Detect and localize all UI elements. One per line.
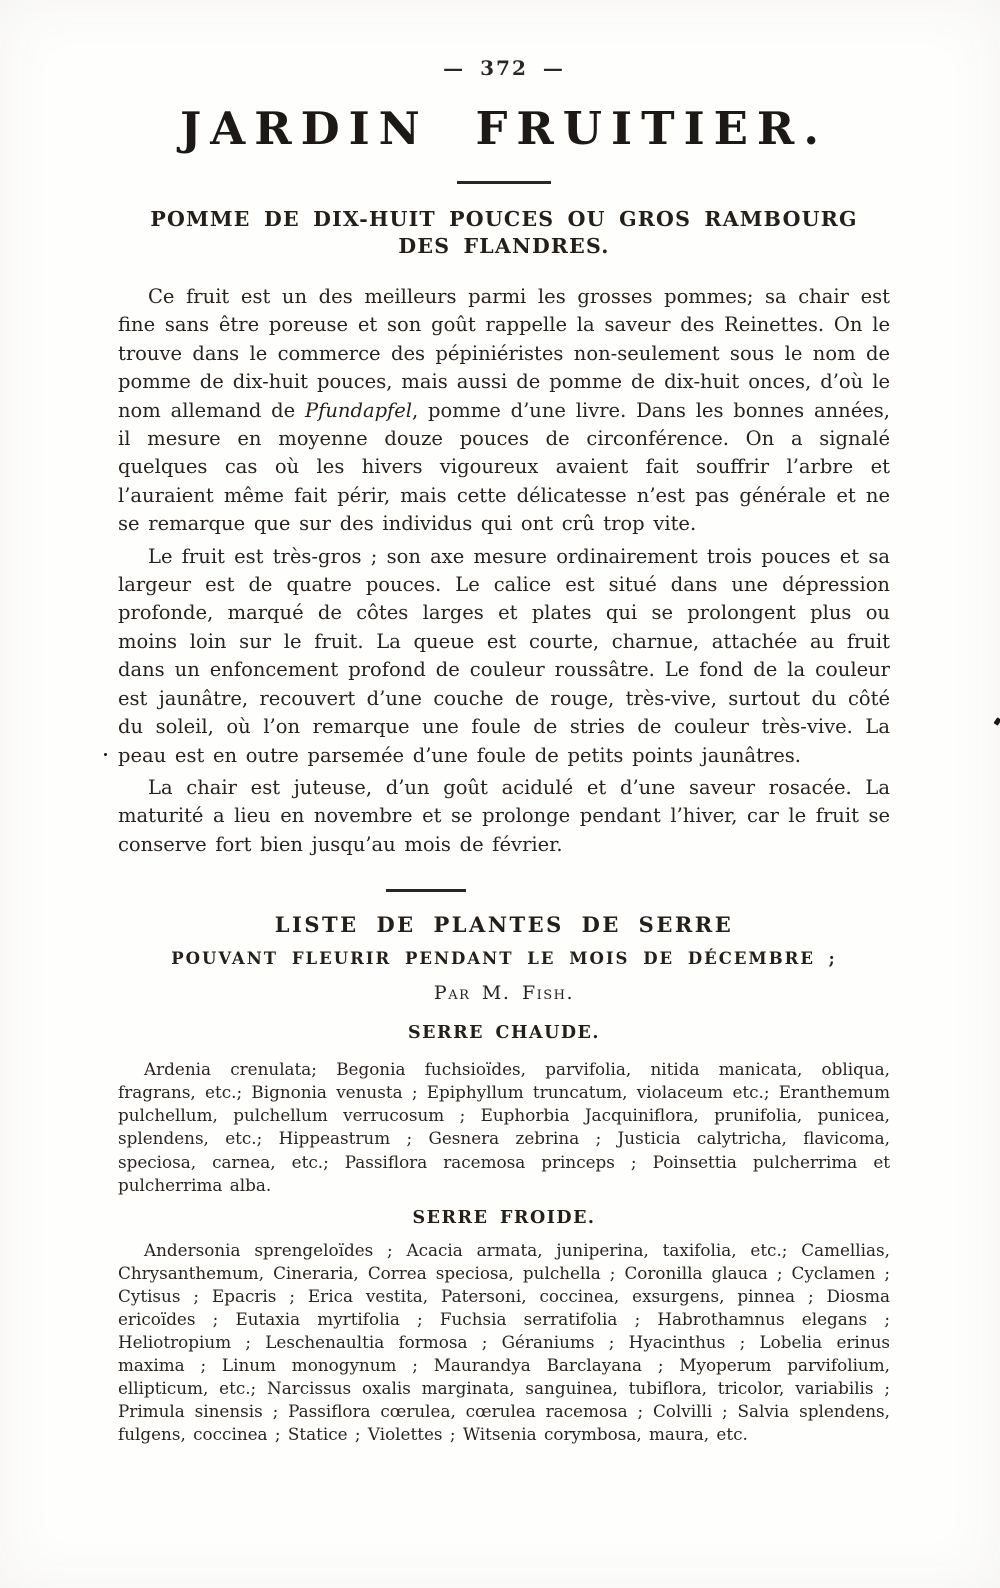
section-divider-rule	[386, 889, 466, 892]
serre-froide-paragraph: Andersonia sprengeloïdes ; Acacia armata, juniperina, taxifolia, etc.; Camellias, Chrysanthemum, Cineraria, Correa speciosa, pulchella ; Coronilla glauca ; Cyclamen ; Cytisus ; Epacris ; Erica vestita, Patersoni, coccinea, exsurgens, pinnea ; Diosma ericoïdes ; Eutaxia myrtifolia ; Fuchsia serratifolia ; Habrothamnus elegans ; Heliotropium ; Leschenaultia formosa ; Géraniums ; Hyacinthus ; Lobelia erinus maxima ; Linum monogynum ; Maurandya Barclayana ; Myoperum parvifolium, ellipticum, etc.; Narcissus oxalis marginata, sanguinea, tubiflora, tricolor, variabilis ; Primula sinensis ; Passiflora cœrulea, cœrulea racemosa ; Colvilli ; Salvia splendens, fulgens, coccinea ; Statice ; Violettes ; Witsenia corymbosa, maura, etc.	[118, 1239, 890, 1445]
serre-chaude-paragraph: Ardenia crenulata; Begonia fuchsioïdes, parvifolia, nitida manicata, obliqua, fragrans, etc.; Bignonia venusta ; Epiphyllum truncatum, violaceum etc.; Eranthemum pulchellum, pulchellum verrucosum ; Euphorbia Jacquiniflora, prunifolia, punicea, splendens, etc.; Hippeastrum ; Gesnera zebrina ; Justicia calytricha, flavicoma, speciosa, carnea, etc.; Passiflora racemosa princeps ; Poinsettia pulcherrima et pulcherrima alba.	[118, 1059, 890, 1195]
serre-froide-heading: SERRE FROIDE.	[412, 1207, 596, 1228]
ink-speck-right-margin	[993, 717, 1000, 726]
article-paragraph-1: Ce fruit est un des meilleurs parmi les grosses pommes; sa chair est fine sans être poreuse et son goût rappelle la saveur des Reinettes. On le trouve dans le commerce des pépiniéristes non-seulement sous le nom de pomme de dix-huit pouces, mais aussi de pomme de dix-huit onces, d’où le nom allemand de Pfundapfel, pomme d’une livre. Dans les bonnes années, il mesure en moyenne douze pouces de circonférence. On a signalé quelques cas où les hivers vigoureux avaient fait souffrir l’arbre et l’auraient même fait périr, mais cette délicatesse n’est pas générale et ne se remarque que sur des individus qui ont crû trop vite.	[118, 285, 890, 536]
list-section-heading: LISTE DE PLANTES DE SERRE	[274, 912, 734, 938]
author-byline: Par M. Fish.	[433, 982, 575, 1005]
ink-speck-left-margin	[104, 753, 107, 756]
article-paragraph-3: La chair est juteuse, d’un goût acidulé et d’une saveur rosacée. La maturité a lieu en novembre et se prolonge pendant l’hiver, car le fruit se conserve fort bien jusqu’au mois de février.	[118, 775, 890, 856]
title-divider-rule	[457, 181, 551, 184]
text-block	[118, 0, 890, 1447]
list-section-subheading: POUVANT FLEURIR PENDANT LE MOIS DE DÉCEMBRE ;	[171, 949, 837, 969]
page-title: JARDIN FRUITIER.	[179, 102, 828, 155]
serre-chaude-heading: SERRE CHAUDE.	[408, 1023, 600, 1044]
article-body	[118, 283, 890, 859]
page-number: — 372 —	[443, 56, 565, 80]
article-heading: POMME DE DIX-HUIT POUCES OU GROS RAMBOURG DES FLANDRES.	[150, 207, 858, 258]
article-paragraph-2: Le fruit est très-gros ; son axe mesure ordinairement trois pouces et sa largeur est de quatre pouces. Le calice est situé dans une dépression profonde, marqué de côtes larges et plates qui se prolongent plus ou moins loin sur le fruit. La queue est courte, charnue, attachée au fruit dans un enfoncement profond de couleur roussâtre. Le fond de la couleur est jaunâtre, recouvert d’une couche de rouge, très-vive, surtout du côté du soleil, où l’on remarque une foule de stries de couleur très-vive. La peau est en outre parsemée d’une foule de petits points jaunâtres.	[118, 544, 890, 767]
